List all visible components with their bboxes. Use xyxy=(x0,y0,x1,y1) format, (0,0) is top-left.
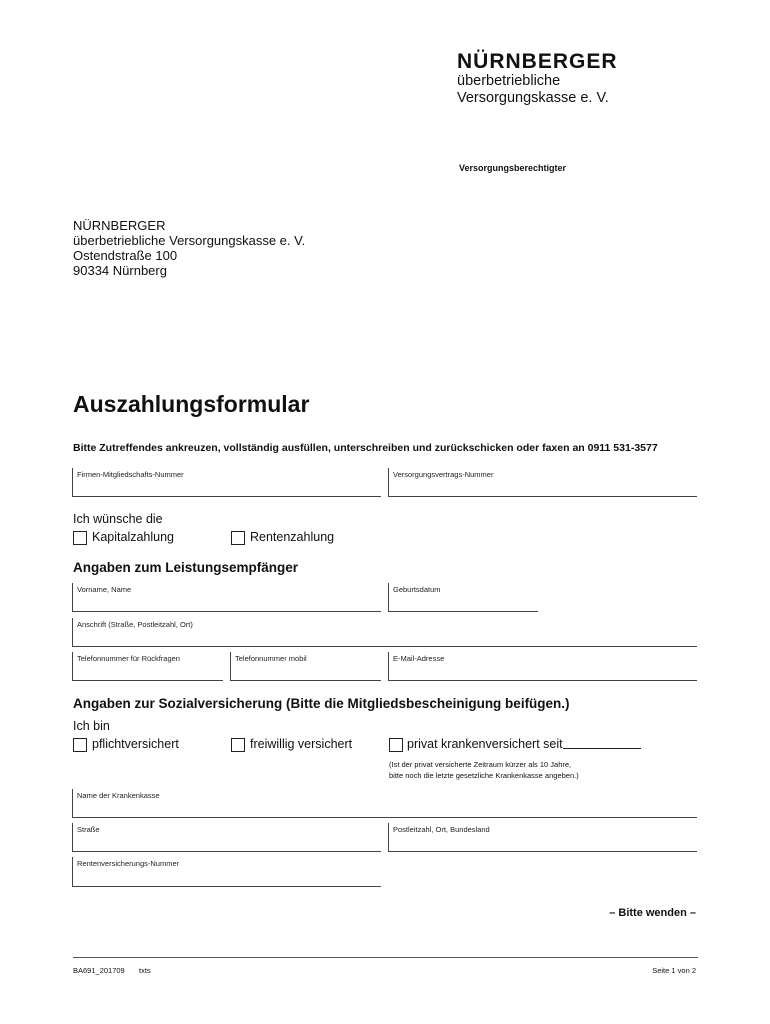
geburtsdatum-field[interactable] xyxy=(388,583,538,612)
footer-divider xyxy=(73,957,698,958)
firmen-nummer-field[interactable] xyxy=(72,468,381,497)
vorname-name-label: Vorname, Name xyxy=(77,585,132,594)
address-line-4: 90334 Nürnberg xyxy=(73,263,167,278)
vertrags-nummer-label: Versorgungsvertrags-Nummer xyxy=(393,470,494,479)
vorname-name-field[interactable] xyxy=(72,583,381,612)
plz-ort-field[interactable] xyxy=(388,823,697,852)
telefon-mobil-label: Telefonnummer mobil xyxy=(235,654,307,663)
privat-seit-input[interactable] xyxy=(563,748,641,749)
rentenversicherungs-nummer-field[interactable] xyxy=(72,857,381,887)
address-line-3: Ostendstraße 100 xyxy=(73,248,178,263)
footer-form-code: BA691_201709 xyxy=(73,966,125,975)
telefon-rueckfragen-field[interactable] xyxy=(72,652,223,681)
rentenzahlung-label: Rentenzahlung xyxy=(250,530,335,544)
privat-versichert-label: privat krankenversichert seit xyxy=(407,737,563,751)
address-line-2: überbetriebliche Versorgungskasse e. V. xyxy=(73,233,306,248)
wish-intro: Ich wünsche die xyxy=(73,512,163,526)
logo-subline-2: Versorgungskasse e. V. xyxy=(457,90,609,106)
kapitalzahlung-checkbox[interactable] xyxy=(73,531,87,545)
section-recipient-heading: Angaben zum Leistungsempfänger xyxy=(73,560,299,575)
insured-intro: Ich bin xyxy=(73,719,110,733)
logo-subline-1: überbetriebliche xyxy=(457,73,561,89)
page-title: Auszahlungsformular xyxy=(73,391,310,417)
rentenversicherungs-nummer-label: Rentenversicherungs-Nummer xyxy=(77,859,180,868)
turn-page-note: – Bitte wenden – xyxy=(609,907,696,919)
kapitalzahlung-label: Kapitalzahlung xyxy=(92,530,175,544)
rentenzahlung-checkbox[interactable] xyxy=(231,531,245,545)
freiwillig-versichert-label: freiwillig versichert xyxy=(250,737,353,751)
anschrift-field[interactable] xyxy=(72,618,697,647)
krankenkasse-field[interactable] xyxy=(72,789,697,818)
telefon-mobil-field[interactable] xyxy=(230,652,381,681)
plz-ort-label: Postleitzahl, Ort, Bundesland xyxy=(393,825,490,834)
anschrift-label: Anschrift (Straße, Postleitzahl, Ort) xyxy=(77,620,193,629)
insured-note-line-1: (Ist der privat versicherte Zeitraum kürzer als 10 Jahre, xyxy=(389,760,572,769)
email-field[interactable] xyxy=(388,652,697,681)
footer-suffix: txts xyxy=(139,966,151,975)
insured-note-line-2: bitte noch die letzte gesetzliche Krankenkasse angeben.) xyxy=(389,771,579,780)
freiwillig-versichert-checkbox[interactable] xyxy=(231,738,245,752)
email-label: E-Mail-Adresse xyxy=(393,654,445,663)
address-line-1: NÜRNBERGER xyxy=(73,218,166,233)
geburtsdatum-label: Geburtsdatum xyxy=(393,585,441,594)
firmen-nummer-label: Firmen-Mitgliedschafts-Nummer xyxy=(77,470,184,479)
telefon-rueckfragen-label: Telefonnummer für Rückfragen xyxy=(77,654,180,663)
pflichtversichert-checkbox[interactable] xyxy=(73,738,87,752)
vertrags-nummer-field[interactable] xyxy=(388,468,697,497)
krankenkasse-label: Name der Krankenkasse xyxy=(77,791,160,800)
instruction-text: Bitte Zutreffendes ankreuzen, vollständig ausfüllen, unterschreiben und zurückschicken oder faxen an 0911 531-3577 xyxy=(73,442,658,454)
role-label: Versorgungsberechtigter xyxy=(459,163,567,173)
section-social-heading: Angaben zur Sozialversicherung (Bitte die Mitgliedsbescheinigung beifügen.) xyxy=(73,696,570,711)
footer-page-number: Seite 1 von 2 xyxy=(652,966,696,975)
strasse-field[interactable] xyxy=(72,823,381,852)
privat-versichert-checkbox[interactable] xyxy=(389,738,403,752)
logo-wordmark: NÜRNBERGER xyxy=(457,50,618,73)
strasse-label: Straße xyxy=(77,825,100,834)
pflichtversichert-label: pflichtversichert xyxy=(92,737,179,751)
